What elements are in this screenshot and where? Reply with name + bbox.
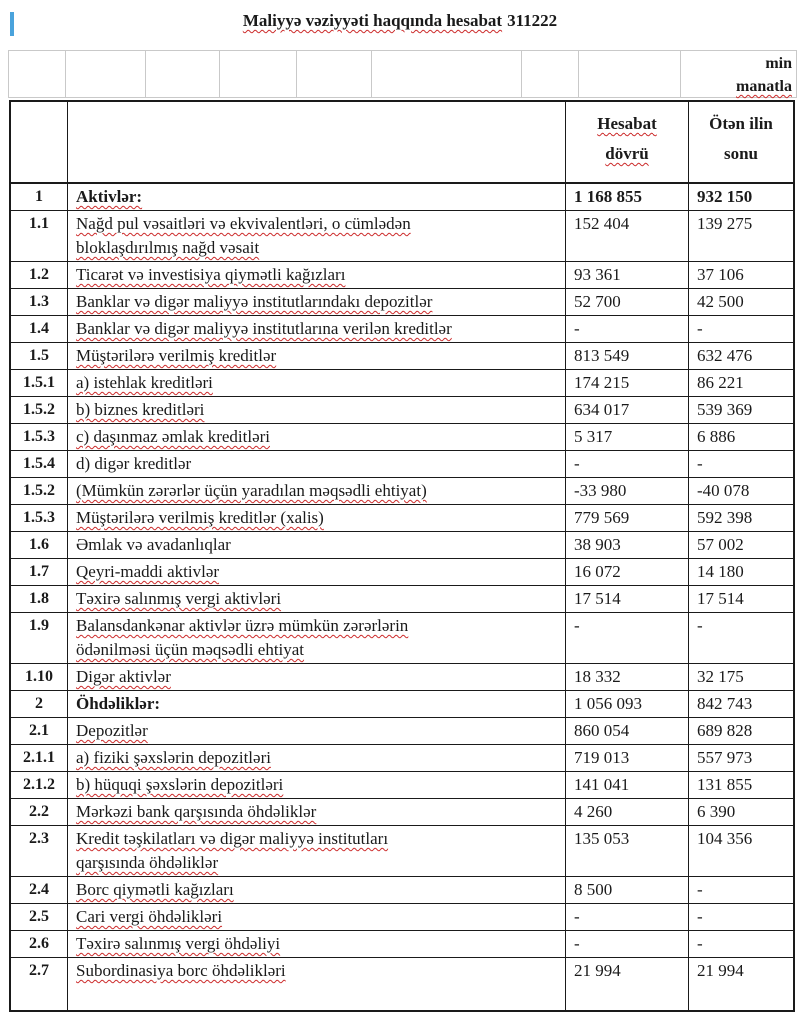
previous-value-cell: 6 390 [697,802,736,821]
current-value-cell: 93 361 [566,262,689,288]
table-row [11,664,793,691]
row-label-cell [68,262,566,288]
row-label-cell [68,958,566,984]
grid-cell [297,51,372,97]
current-value-cell: - [566,451,689,477]
row-number-cell: 1.5.2 [11,397,68,423]
grid-cell [522,51,579,97]
row-label-cell [68,745,566,771]
previous-value-cell: - [697,880,703,899]
label-line: bloklaşdırılmış nağd vəsait [76,238,260,257]
table-row [11,316,793,343]
grid-cell [372,51,522,97]
label-line: Müştərilərə verilmiş kreditlər (xalis) [76,508,324,527]
label-line: b) biznes kreditləri [76,400,205,419]
row-label-cell [68,613,566,663]
label-line: Kredit təşkilatları və digər maliyyə institutları [76,829,389,848]
row-label-cell [68,799,566,825]
row-label-cell [68,532,566,558]
current-value-cell: 21 994 [566,958,689,984]
page-title-text: Maliyyə vəziyyəti haqqında hesabat [242,11,503,30]
row-number-cell: 1.9 [11,613,68,663]
table-row [11,877,793,904]
current-value-cell: - [566,904,689,930]
row-label-cell [68,397,566,423]
label-line: Qeyri-maddi aktivlər [76,562,220,581]
current-value-cell: 8 500 [566,877,689,903]
current-value-cell: 5 317 [566,424,689,450]
current-value-cell: 18 332 [566,664,689,690]
table-row [11,343,793,370]
table-row [11,931,793,958]
label-line: Müştərilərə verilmiş kreditlər [76,346,277,365]
row-label-cell [68,343,566,369]
table-row [11,718,793,745]
current-value-cell: 52 700 [566,289,689,315]
previous-value-cell: 6 886 [697,427,736,446]
current-value-cell: 17 514 [566,586,689,612]
previous-value-cell: 139 275 [697,214,753,233]
previous-value-cell: 131 855 [697,775,753,794]
label-line: d) digər kreditlər [76,454,192,473]
label-line: Balansdankənar aktivlər üzrə mümkün zərərlərin [76,616,409,635]
row-number-cell: 2.4 [11,877,68,903]
current-value-cell: 813 549 [566,343,689,369]
current-value-cell: 719 013 [566,745,689,771]
page-title [0,8,800,34]
row-label-cell [68,931,566,957]
table-row [11,451,793,478]
row-number-cell: 2.2 [11,799,68,825]
header-line: Hesabat [597,114,657,133]
row-number-cell: 1.5.2 [11,478,68,504]
row-label-cell [68,505,566,531]
row-label-cell [68,559,566,585]
table-row [11,691,793,718]
previous-value-cell: - [697,454,703,473]
balance-sheet-table [9,100,795,1012]
previous-value-cell: - [697,907,703,926]
row-number-cell: 2.7 [11,958,68,984]
row-number-cell: 1.5.1 [11,370,68,396]
table-row [11,397,793,424]
previous-value-cell: 37 106 [697,265,744,284]
previous-value-cell: 104 356 [697,829,753,848]
current-value-cell: 152 404 [566,211,689,261]
row-number-cell: 1.5 [11,343,68,369]
row-number-cell: 1 [11,184,68,210]
current-value-cell: 1 056 093 [566,691,689,717]
table-row [11,904,793,931]
row-number-cell [11,984,68,1010]
row-label-cell [68,289,566,315]
label-line: Subordinasiya borc öhdəlikləri [76,961,286,980]
row-number-cell: 1.5.3 [11,424,68,450]
label-line: Nağd pul vəsaitləri və ekvivalentləri, o cümlədən [76,214,411,233]
table-row-partial [11,984,793,1010]
current-value-cell: 174 215 [566,370,689,396]
previous-value-cell: 32 175 [697,667,744,686]
row-number-cell: 1.2 [11,262,68,288]
row-number-cell: 1.1 [11,211,68,261]
row-number-cell: 1.7 [11,559,68,585]
row-label-cell [68,984,566,1010]
previous-value-cell: 592 398 [697,508,753,527]
table-row [11,184,793,211]
label-line: Aktivlər: [76,187,143,206]
page-title-number: 311222 [507,11,558,30]
table-row [11,745,793,772]
label-line: Əmlak və avadanlıqlar [76,535,231,554]
current-value-cell: 860 054 [566,718,689,744]
row-label-cell [68,478,566,504]
row-number-cell: 2.3 [11,826,68,876]
row-label-cell [68,718,566,744]
current-value-cell: 135 053 [566,826,689,876]
previous-value-cell: 14 180 [697,562,744,581]
row-label-cell [68,451,566,477]
grid-cell [146,51,221,97]
label-line: ödənilməsi üçün məqsədli ehtiyat [76,640,305,659]
row-number-cell: 1.4 [11,316,68,342]
header-previous-period-cell [689,102,793,182]
label-line: a) istehlak kreditləri [76,373,213,392]
current-value-cell: - [566,613,689,663]
previous-value-cell: 632 476 [697,346,753,365]
row-number-cell: 2 [11,691,68,717]
current-value-cell: 16 072 [566,559,689,585]
previous-value-cell: 932 150 [697,187,753,206]
row-number-cell: 2.6 [11,931,68,957]
previous-value-cell: 689 828 [697,721,753,740]
document-page [0,8,800,997]
current-value-cell: 141 041 [566,772,689,798]
previous-value-cell: 21 994 [697,961,744,980]
header-current-period-cell [566,102,689,182]
row-label-cell [68,877,566,903]
row-number-cell: 1.3 [11,289,68,315]
spacer-grid-row [8,50,797,98]
row-label-cell [68,904,566,930]
label-line: b) hüquqi şəxslərin depozitləri [76,775,284,794]
label-line: Ticarət və investisiya qiymətli kağızları [76,265,346,284]
row-label-cell [68,316,566,342]
row-label-cell [68,211,566,261]
previous-value-cell: - [697,934,703,953]
grid-cell [579,51,682,97]
label-line: Banklar və digər maliyyə institutlarındakı depozitlər [76,292,433,311]
current-value-cell: 38 903 [566,532,689,558]
label-line: Cari vergi öhdəlikləri [76,907,223,926]
label-line: Banklar və digər maliyyə institutlarına verilən kreditlər [76,319,452,338]
grid-cell [220,51,297,97]
table-row [11,505,793,532]
previous-value-cell: 42 500 [697,292,744,311]
current-value-cell: -33 980 [566,478,689,504]
label-line: (Mümkün zərərlər üçün yaradılan məqsədli ehtiyat) [76,481,427,500]
table-row [11,370,793,397]
label-line: Təxirə salınmış vergi aktivləri [76,589,282,608]
previous-value-cell: 86 221 [697,373,744,392]
current-value-cell: 634 017 [566,397,689,423]
label-line: Təxirə salınmış vergi öhdəliyi [76,934,281,953]
table-row [11,799,793,826]
grid-cell [9,51,66,97]
row-number-cell: 2.1.1 [11,745,68,771]
previous-value-cell: - [697,616,703,635]
row-number-cell: 2.1 [11,718,68,744]
table-row [11,613,793,664]
current-value-cell: 779 569 [566,505,689,531]
previous-value-cell: 557 973 [697,748,753,767]
row-number-cell: 2.5 [11,904,68,930]
label-line: a) fiziki şəxslərin depozitləri [76,748,271,767]
table-row [11,772,793,799]
table-row [11,586,793,613]
row-label-cell [68,826,566,876]
table-body [11,184,793,984]
row-label-cell [68,424,566,450]
grid-cell [66,51,146,97]
current-value-cell [566,984,689,1010]
table-row [11,826,793,877]
row-number-cell: 1.6 [11,532,68,558]
table-row [11,289,793,316]
header-line: sonu [723,144,759,163]
row-number-cell: 1.8 [11,586,68,612]
header-number-cell [11,102,68,182]
row-label-cell [68,370,566,396]
table-row [11,262,793,289]
label-line: Depozitlər [76,721,148,740]
table-row [11,424,793,451]
label-line: Öhdəliklər: [76,694,161,713]
unit-note-cell [681,51,796,97]
table-row [11,532,793,559]
row-number-cell: 1.10 [11,664,68,690]
header-line: dövrü [605,144,649,163]
header-description-cell [68,102,566,182]
previous-value-cell: 539 369 [697,400,753,419]
current-value-cell: - [566,931,689,957]
text-cursor-caret [10,12,14,36]
header-line: Ötən ilin [709,114,773,133]
previous-value-cell: 57 002 [697,535,744,554]
table-row [11,958,793,984]
label-line: Mərkəzi bank qarşısında öhdəliklər [76,802,317,821]
row-number-cell: 1.5.4 [11,451,68,477]
label-line: Borc qiymətli kağızları [76,880,234,899]
document-sheet [8,50,797,1012]
row-label-cell [68,184,566,210]
current-value-cell: 4 260 [566,799,689,825]
table-row [11,478,793,505]
row-label-cell [68,586,566,612]
label-line: qarşısında öhdəliklər [76,853,219,872]
row-label-cell [68,772,566,798]
row-number-cell: 2.1.2 [11,772,68,798]
table-row [11,559,793,586]
row-number-cell: 1.5.3 [11,505,68,531]
table-header-row [11,102,793,184]
current-value-cell: 1 168 855 [566,184,689,210]
table-row [11,211,793,262]
previous-value-cell: 17 514 [697,589,744,608]
row-label-cell [68,691,566,717]
previous-value-cell: 842 743 [697,694,753,713]
unit-note-line2: manatla [736,78,792,95]
label-line: c) daşınmaz əmlak kreditləri [76,427,270,446]
previous-value-cell [689,984,793,1010]
current-value-cell: - [566,316,689,342]
previous-value-cell: -40 078 [697,481,750,500]
previous-value-cell: - [697,319,703,338]
row-label-cell [68,664,566,690]
label-line: Digər aktivlər [76,667,171,686]
unit-note-line1: min [765,55,792,72]
